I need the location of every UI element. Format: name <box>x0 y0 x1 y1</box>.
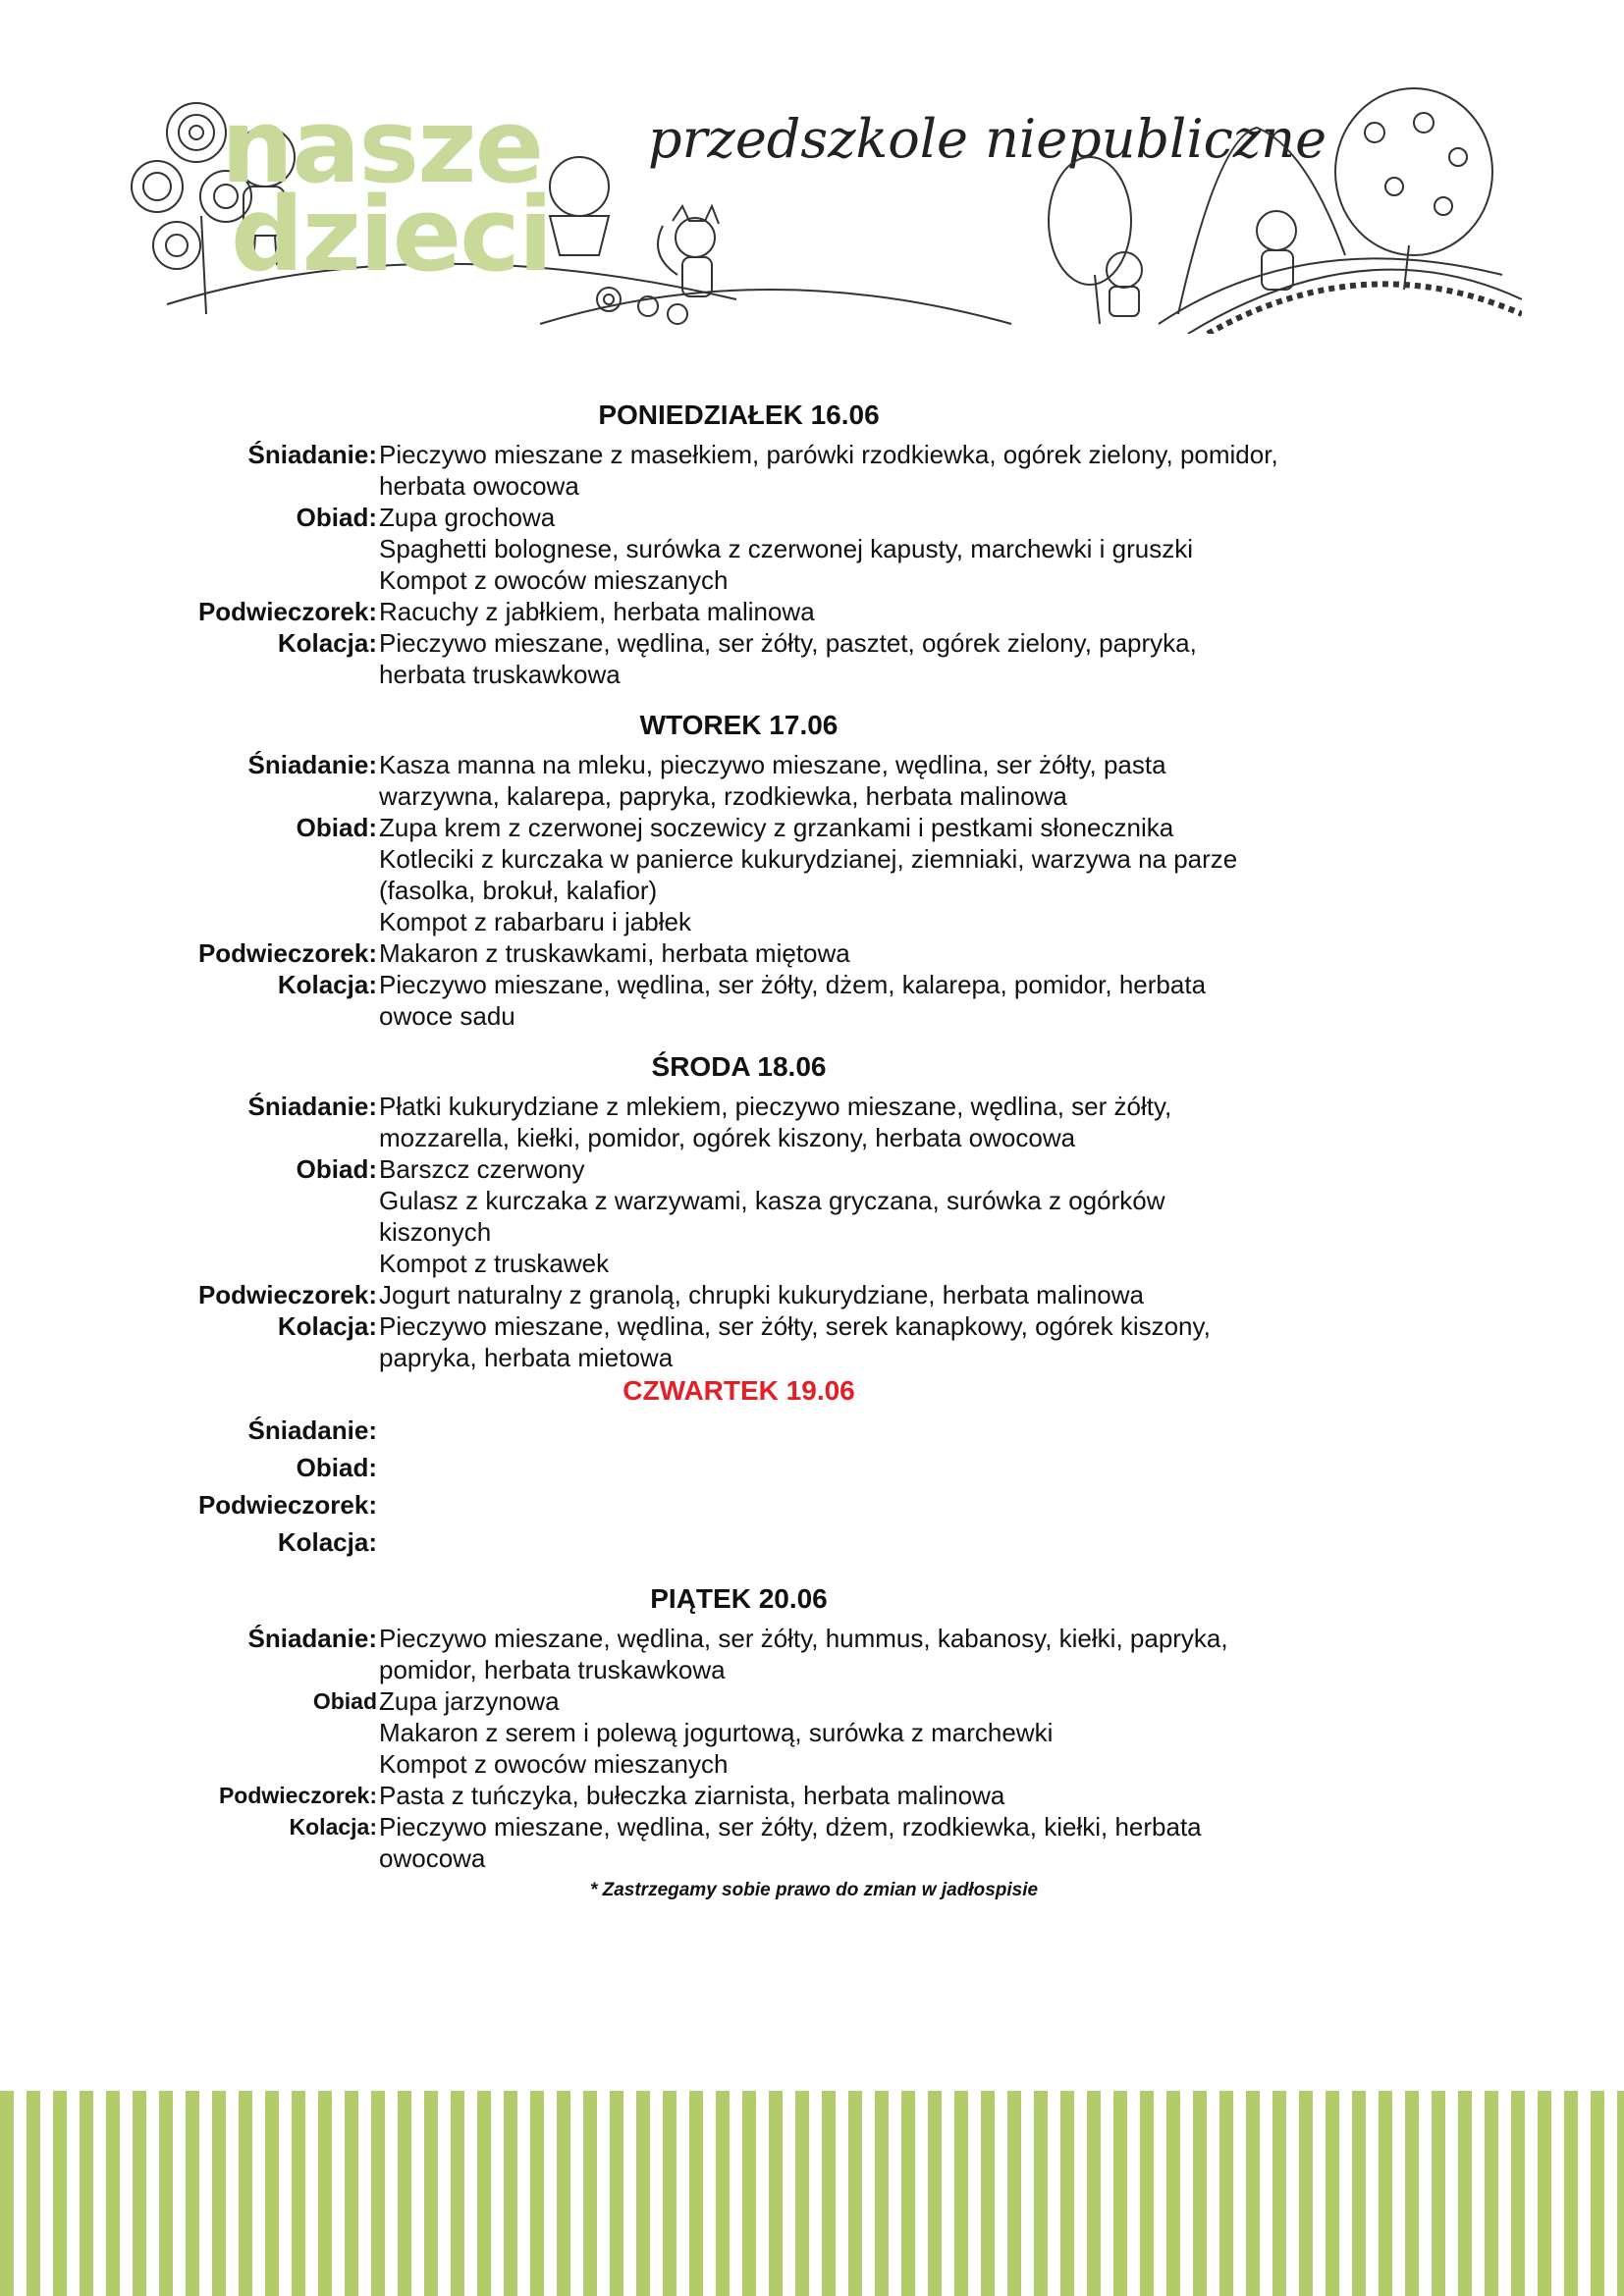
meal-line: Zupa grochowa <box>379 503 556 532</box>
meal-line: Racuchy z jabłkiem, herbata malinowa <box>379 597 815 626</box>
disclaimer-text: * Zastrzegamy sobie prawo do zmian w jadłospisie <box>589 1880 1039 1900</box>
meal-line: Kompot z rabarbaru i jabłek <box>379 907 691 936</box>
meal-lunch <box>0 1153 1624 1279</box>
meal-breakfast <box>0 1623 1624 1685</box>
meal-label: Kolacja: <box>277 1527 377 1557</box>
meal-label: Obiad <box>312 1688 377 1714</box>
meal-description <box>379 969 1361 1032</box>
meal-line: pomidor, herbata truskawkowa <box>379 1655 726 1684</box>
meal-line: Zupa krem z czerwonej soczewicy z grzankami i pestkami słonecznika <box>379 813 1174 842</box>
meal-line: Pieczywo mieszane, wędlina, ser żółty, hummus, kabanosy, kiełki, papryka, <box>379 1624 1228 1653</box>
day-title: PONIEDZIAŁEK 16.06 <box>598 400 880 430</box>
meal-label: Obiad: <box>296 1154 377 1184</box>
meal-dinner <box>0 1310 1624 1373</box>
meal-line: Płatki kukurydziane z mlekiem, pieczywo mieszane, wędlina, ser żółty, <box>379 1092 1172 1121</box>
logo-text-nasze: nasze <box>221 86 543 206</box>
meal-line: Zupa jarzynowa <box>379 1686 560 1716</box>
meal-description <box>379 1091 1361 1153</box>
meal-label: Kolacja: <box>277 1311 377 1341</box>
meal-line: herbata truskawkowa <box>379 660 621 689</box>
day-title: ŚRODA 18.06 <box>651 1051 827 1082</box>
meal-description <box>379 1811 1361 1874</box>
meal-dinner <box>0 627 1624 690</box>
meal-line: (fasolka, brokuł, kalafior) <box>379 876 658 905</box>
meal-label: Śniadanie: <box>247 1624 377 1653</box>
meal-description <box>379 627 1361 690</box>
meal-label: Obiad: <box>296 813 377 842</box>
day-title-highlighted: CZWARTEK 19.06 <box>623 1375 855 1406</box>
meal-lunch <box>0 1685 1624 1780</box>
meal-line: owoce sadu <box>379 1001 515 1031</box>
meal-description <box>379 1310 1361 1373</box>
meal-dinner <box>0 1526 1624 1564</box>
day-tuesday <box>0 708 1624 1032</box>
meal-line: Pieczywo mieszane, wędlina, ser żółty, pasztet, ogórek zielony, papryka, <box>379 628 1197 658</box>
meal-description <box>379 502 1361 596</box>
meal-line: kiszonych <box>379 1217 492 1247</box>
meal-line: Spaghetti bolognese, surówka z czerwonej kapusty, marchewki i gruszki <box>379 534 1194 563</box>
meal-description <box>379 812 1361 937</box>
meal-description <box>379 1685 1361 1780</box>
meal-label: Śniadanie: <box>247 440 377 469</box>
meal-line: herbata owocowa <box>379 471 579 501</box>
meal-description <box>379 1623 1361 1685</box>
day-wednesday <box>0 1049 1624 1373</box>
meal-line: Jogurt naturalny z granolą, chrupki kukurydziane, herbata malinowa <box>379 1280 1144 1309</box>
meal-snack <box>0 1780 1624 1811</box>
meal-label: Podwieczorek: <box>218 1783 377 1808</box>
meal-lunch <box>0 502 1624 596</box>
day-friday <box>0 1581 1624 1874</box>
meal-line: Makaron z serem i polewą jogurtową, surówka z marchewki <box>379 1718 1054 1747</box>
meal-label: Kolacja: <box>277 970 377 999</box>
meal-label: Podwieczorek: <box>197 1280 377 1309</box>
meal-description <box>379 1153 1361 1279</box>
meal-snack <box>0 596 1624 627</box>
meal-label: Śniadanie: <box>247 1092 377 1121</box>
meal-description <box>379 1279 1361 1310</box>
meal-label: Obiad: <box>296 1453 377 1482</box>
meal-breakfast <box>0 1415 1624 1452</box>
cat-icon <box>658 206 719 296</box>
meal-description <box>379 749 1361 812</box>
footer-stripes <box>0 2091 1624 2296</box>
meal-breakfast <box>0 749 1624 812</box>
meal-label: Kolacja: <box>289 1814 377 1840</box>
meal-snack <box>0 937 1624 969</box>
weekly-menu <box>0 398 1624 1901</box>
day-thursday <box>0 1373 1624 1564</box>
meal-line: owocowa <box>379 1843 486 1873</box>
meal-line: Gulasz z kurczaka z warzywami, kasza gryczana, surówka z ogórków <box>379 1186 1165 1215</box>
meal-label: Śniadanie: <box>247 750 377 779</box>
meal-line: Kotleciki z kurczaka w panierce kukurydzianej, ziemniaki, warzywa na parze <box>379 844 1238 874</box>
meal-line: Makaron z truskawkami, herbata miętowa <box>379 938 850 968</box>
meal-line: Pieczywo mieszane, wędlina, ser żółty, serek kanapkowy, ogórek kiszony, <box>379 1311 1211 1341</box>
tree-icon <box>1049 157 1131 324</box>
meal-label: Kolacja: <box>277 628 377 658</box>
meal-line: Pasta z tuńczyka, bułeczka ziarnista, herbata malinowa <box>379 1781 1005 1810</box>
day-title: PIĄTEK 20.06 <box>650 1583 828 1614</box>
tagline: przedszkole niepubliczne <box>648 108 1327 170</box>
meal-description <box>379 1780 1361 1811</box>
meal-breakfast <box>0 439 1624 502</box>
meal-label: Śniadanie: <box>247 1415 377 1445</box>
meal-description <box>379 439 1361 502</box>
meal-line: Kompot z owoców mieszanych <box>379 1749 729 1779</box>
meal-label: Obiad: <box>296 503 377 532</box>
meal-description <box>379 596 1361 627</box>
meal-line: papryka, herbata mietowa <box>379 1343 674 1372</box>
meal-line: Pieczywo mieszane, wędlina, ser żółty, dżem, rzodkiewka, kiełki, herbata <box>379 1812 1202 1842</box>
meal-line: Barszcz czerwony <box>379 1154 585 1184</box>
meal-label: Podwieczorek: <box>197 597 377 626</box>
meal-line: Kasza manna na mleku, pieczywo mieszane, wędlina, ser żółty, pasta <box>379 750 1166 779</box>
meal-line: Pieczywo mieszane, wędlina, ser żółty, dżem, kalarepa, pomidor, herbata <box>379 970 1207 999</box>
meal-snack <box>0 1279 1624 1310</box>
logo-text-dzieci: dzieci <box>231 175 552 294</box>
banner-illustration <box>128 79 1522 334</box>
disclaimer-note <box>0 1880 1624 1901</box>
meal-dinner <box>0 1811 1624 1874</box>
meal-lunch <box>0 1452 1624 1489</box>
meal-line: mozzarella, kiełki, pomidor, ogórek kiszony, herbata owocowa <box>379 1123 1076 1152</box>
meal-line: warzywna, kalarepa, papryka, rzodkiewka, herbata malinowa <box>379 781 1067 811</box>
meal-label: Podwieczorek: <box>197 938 377 968</box>
meal-dinner <box>0 969 1624 1032</box>
day-monday <box>0 398 1624 690</box>
meal-line: Pieczywo mieszane z masełkiem, parówki rzodkiewka, ogórek zielony, pomidor, <box>379 440 1278 469</box>
meal-line: Kompot z owoców mieszanych <box>379 565 729 595</box>
meal-lunch <box>0 812 1624 937</box>
meal-description <box>379 937 1361 969</box>
meal-line: Kompot z truskawek <box>379 1249 610 1278</box>
meal-label: Podwieczorek: <box>197 1490 377 1520</box>
day-title: WTOREK 17.06 <box>639 710 839 740</box>
header-banner <box>128 79 1522 334</box>
meal-breakfast <box>0 1091 1624 1153</box>
meal-snack <box>0 1489 1624 1526</box>
